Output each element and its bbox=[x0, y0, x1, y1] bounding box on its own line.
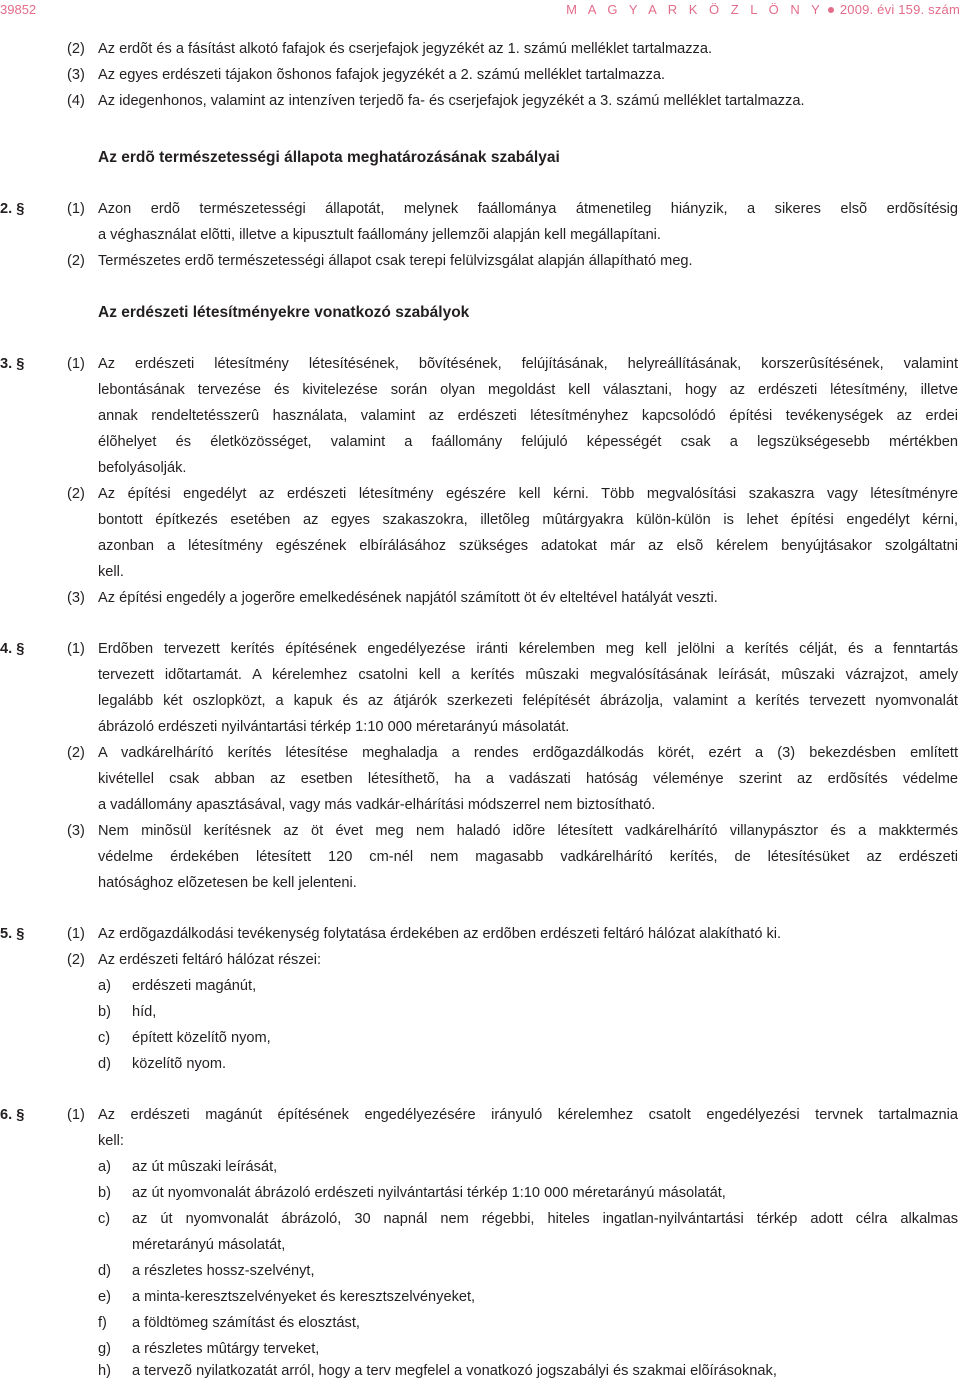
paragraph-number: (1) bbox=[67, 356, 85, 372]
paragraph-line: Az erdészeti magánút építésének engedélyezésére irányuló kérelemhez csatolt engedélyezési tervnek tartalmaznia bbox=[98, 1107, 958, 1123]
section-label: 2. § bbox=[0, 201, 25, 217]
list-item-letter: e) bbox=[98, 1289, 111, 1305]
paragraph-line: annak rendeltetésszerû használata, valamint az erdészeti létesítményhez kapcsolódó építési tevékenységek az erdei bbox=[98, 408, 958, 424]
paragraph-line: bontott építkezés esetében az egyes szakaszokra, illetõleg mûtárgyakra külön-külön is lehet építési engedélyt kérni, bbox=[98, 512, 958, 528]
list-item-text: a földtömeg számítást és elosztást, bbox=[132, 1315, 360, 1331]
paragraph-number: (1) bbox=[67, 641, 85, 657]
paragraph-number: (2) bbox=[67, 952, 85, 968]
list-item-text: az út nyomvonalát ábrázoló, 30 napnál nem régebbi, hiteles ingatlan-nyilvántartási térkép adott célra alkalmas bbox=[132, 1211, 958, 1227]
paragraph-line: a véghasználat elõtti, illetve a kipusztult faállomány jellemzõi alapján kell megállapítani. bbox=[98, 227, 661, 243]
section-heading: Az erdõ természetességi állapota meghatározásának szabályai bbox=[98, 149, 560, 166]
paragraph-line: védelme érdekében létesített 120 cm-nél nem magasabb vadkárelhárító kerítés, de létesítésüket az erdészeti bbox=[98, 849, 958, 865]
list-item-letter: d) bbox=[98, 1056, 111, 1072]
paragraph-line: A vadkárelhárító kerítés létesítése meghaladja a rendes erdõgazdálkodás körét, ezért a (3) bekezdésben említett bbox=[98, 745, 958, 761]
paragraph-line: Az építési engedélyt az erdészeti létesítmény egészére kell kérni. Több megvalósítási szakaszra vagy létesítményre bbox=[98, 486, 958, 502]
paragraph-text: Az erdészeti feltáró hálózat részei: bbox=[98, 952, 322, 968]
paragraph-line: Azon erdõ természetességi állapotát, melynek faállománya átmenetileg hiányzik, a sikeres elsõ erdõsítésig bbox=[98, 201, 958, 217]
list-item-text: a részletes hossz-szelvényt, bbox=[132, 1263, 315, 1279]
paragraph-text: Az idegenhonos, valamint az intenzíven terjedõ fa- és cserjefajok jegyzékét a 3. számú melléklet tartalmazza. bbox=[98, 93, 805, 109]
paragraph-line: legalább két oszlopközt, a kapuk és az átjárók szerkezeti felépítését ábrázolja, valamint a kerítés tervezett nyomvonalát bbox=[98, 693, 958, 709]
page-header bbox=[0, 0, 960, 22]
list-item-text: épített közelítõ nyom, bbox=[132, 1030, 271, 1046]
page-number: 39852 bbox=[0, 2, 37, 17]
list-item-letter: d) bbox=[98, 1263, 111, 1279]
list-item-letter: c) bbox=[98, 1211, 111, 1227]
section-label: 3. § bbox=[0, 356, 25, 372]
paragraph-line: tervezett idõtartamát. A kérelemhez csatolni kell a kerítés mûszaki megvalósításának leírását, mûszaki vázrajzot, amely bbox=[98, 667, 958, 683]
list-item-letter: c) bbox=[98, 1030, 111, 1046]
paragraph-line: a vadállomány apasztásával, vagy más vadkár-elhárítási módszerrel nem biztosítható. bbox=[98, 797, 656, 813]
publication-title bbox=[566, 0, 960, 23]
paragraph-line: lebontásának tervezése és kivitelezése során olyan megoldást kell választani, hogy az erdészeti létesítmény, illetve bbox=[98, 382, 958, 398]
list-item-letter: g) bbox=[98, 1341, 111, 1357]
paragraph-text: Az erdõt és a fásítást alkotó fafajok és cserjefajok jegyzékét az 1. számú melléklet tartalmazza. bbox=[98, 41, 713, 57]
list-item-letter: a) bbox=[98, 978, 111, 994]
paragraph-line: élõhelyet és életközösséget, valamint a faállomány felújuló képességét csak a legszükségesebb mértékben bbox=[98, 434, 958, 450]
paragraph-text: Természetes erdõ természetességi állapot csak terepi felülvizsgálat alapján állapítható meg. bbox=[98, 253, 693, 269]
paragraph-line: Erdõben tervezett kerítés építésének engedélyezése iránti kérelemben meg kell jelölni a kerítés célját, és a fenntartás bbox=[98, 641, 958, 657]
paragraph-number: (2) bbox=[67, 745, 85, 761]
list-item-text: közelítõ nyom. bbox=[132, 1056, 227, 1072]
paragraph-line: kell: bbox=[98, 1133, 124, 1149]
paragraph-number: (2) bbox=[67, 486, 85, 502]
paragraph-line: kivétellel csak abban az esetben létesíthetõ, ha a vadászati hatóság véleménye szerint az erdõsítés védelme bbox=[98, 771, 958, 787]
paragraph-line: Az erdészeti létesítmény létesítésének, bõvítésének, felújításának, helyreállításának, korszerûsítésének, valamint bbox=[98, 356, 958, 372]
paragraph-line: azonban a létesítmény egészének elbírálásához szükséges adatokat már az elsõ kérelem benyújtásakor szolgáltatni bbox=[98, 538, 958, 554]
paragraph-number: (3) bbox=[67, 590, 85, 606]
list-item-text: az út nyomvonalát ábrázoló erdészeti nyilvántartási térkép 1:10 000 méretarányú másolatát, bbox=[132, 1185, 726, 1201]
list-item-text: erdészeti magánút, bbox=[132, 978, 257, 994]
list-item-text: méretarányú másolatát, bbox=[132, 1237, 286, 1253]
paragraph-number: (3) bbox=[67, 67, 85, 83]
paragraph-number: (2) bbox=[67, 41, 85, 57]
paragraph-line: befolyásolják. bbox=[98, 460, 187, 476]
list-item-text: az út mûszaki leírását, bbox=[132, 1159, 278, 1175]
paragraph-line: Nem minõsül kerítésnek az öt évet meg nem haladó idõre létesített vadkárelhárító villanypásztor és a makktermés bbox=[98, 823, 958, 839]
paragraph-number: (4) bbox=[67, 93, 85, 109]
paragraph-line: hatósághoz elõzetesen be kell jelenteni. bbox=[98, 875, 357, 891]
paragraph-text: Az erdõgazdálkodási tevékenység folytatása érdekében az erdõben erdészeti feltáró hálózat alakítható ki. bbox=[98, 926, 782, 942]
issue-label: 2009. évi 159. szám bbox=[839, 2, 960, 17]
bullet-icon bbox=[828, 7, 834, 13]
paragraph-line: ábrázoló erdészeti nyilvántartási térkép 1:10 000 méretarányú másolatát. bbox=[98, 719, 570, 735]
paragraph-number: (1) bbox=[67, 1107, 85, 1123]
list-item-text: híd, bbox=[132, 1004, 157, 1020]
list-item-letter: f) bbox=[98, 1315, 107, 1331]
section-label: 4. § bbox=[0, 641, 25, 657]
list-item-letter: h) bbox=[98, 1363, 111, 1379]
section-label: 5. § bbox=[0, 926, 25, 942]
publication-name: M A G Y A R K Ö Z L Ö N Y bbox=[566, 2, 824, 17]
paragraph-number: (2) bbox=[67, 253, 85, 269]
paragraph-number: (1) bbox=[67, 926, 85, 942]
paragraph-number: (1) bbox=[67, 201, 85, 217]
list-item-text: a tervezõ nyilatkozatát arról, hogy a terv megfelel a vonatkozó jogszabályi és szakmai elõírásoknak, bbox=[132, 1363, 777, 1379]
list-item-letter: b) bbox=[98, 1185, 111, 1201]
list-item-letter: b) bbox=[98, 1004, 111, 1020]
paragraph-number: (3) bbox=[67, 823, 85, 839]
paragraph-line: kell. bbox=[98, 564, 124, 580]
list-item-text: a részletes mûtárgy terveket, bbox=[132, 1341, 320, 1357]
list-item-text: a minta-keresztszelvényeket és keresztszelvényeket, bbox=[132, 1289, 476, 1305]
paragraph-text: Az építési engedély a jogerõre emelkedésének napjától számított öt év elteltével hatályát veszti. bbox=[98, 590, 718, 606]
paragraph-text: Az egyes erdészeti tájakon õshonos fafajok jegyzékét a 2. számú melléklet tartalmazza. bbox=[98, 67, 666, 83]
section-heading: Az erdészeti létesítményekre vonatkozó szabályok bbox=[98, 304, 470, 321]
section-label: 6. § bbox=[0, 1107, 25, 1123]
list-item-letter: a) bbox=[98, 1159, 111, 1175]
